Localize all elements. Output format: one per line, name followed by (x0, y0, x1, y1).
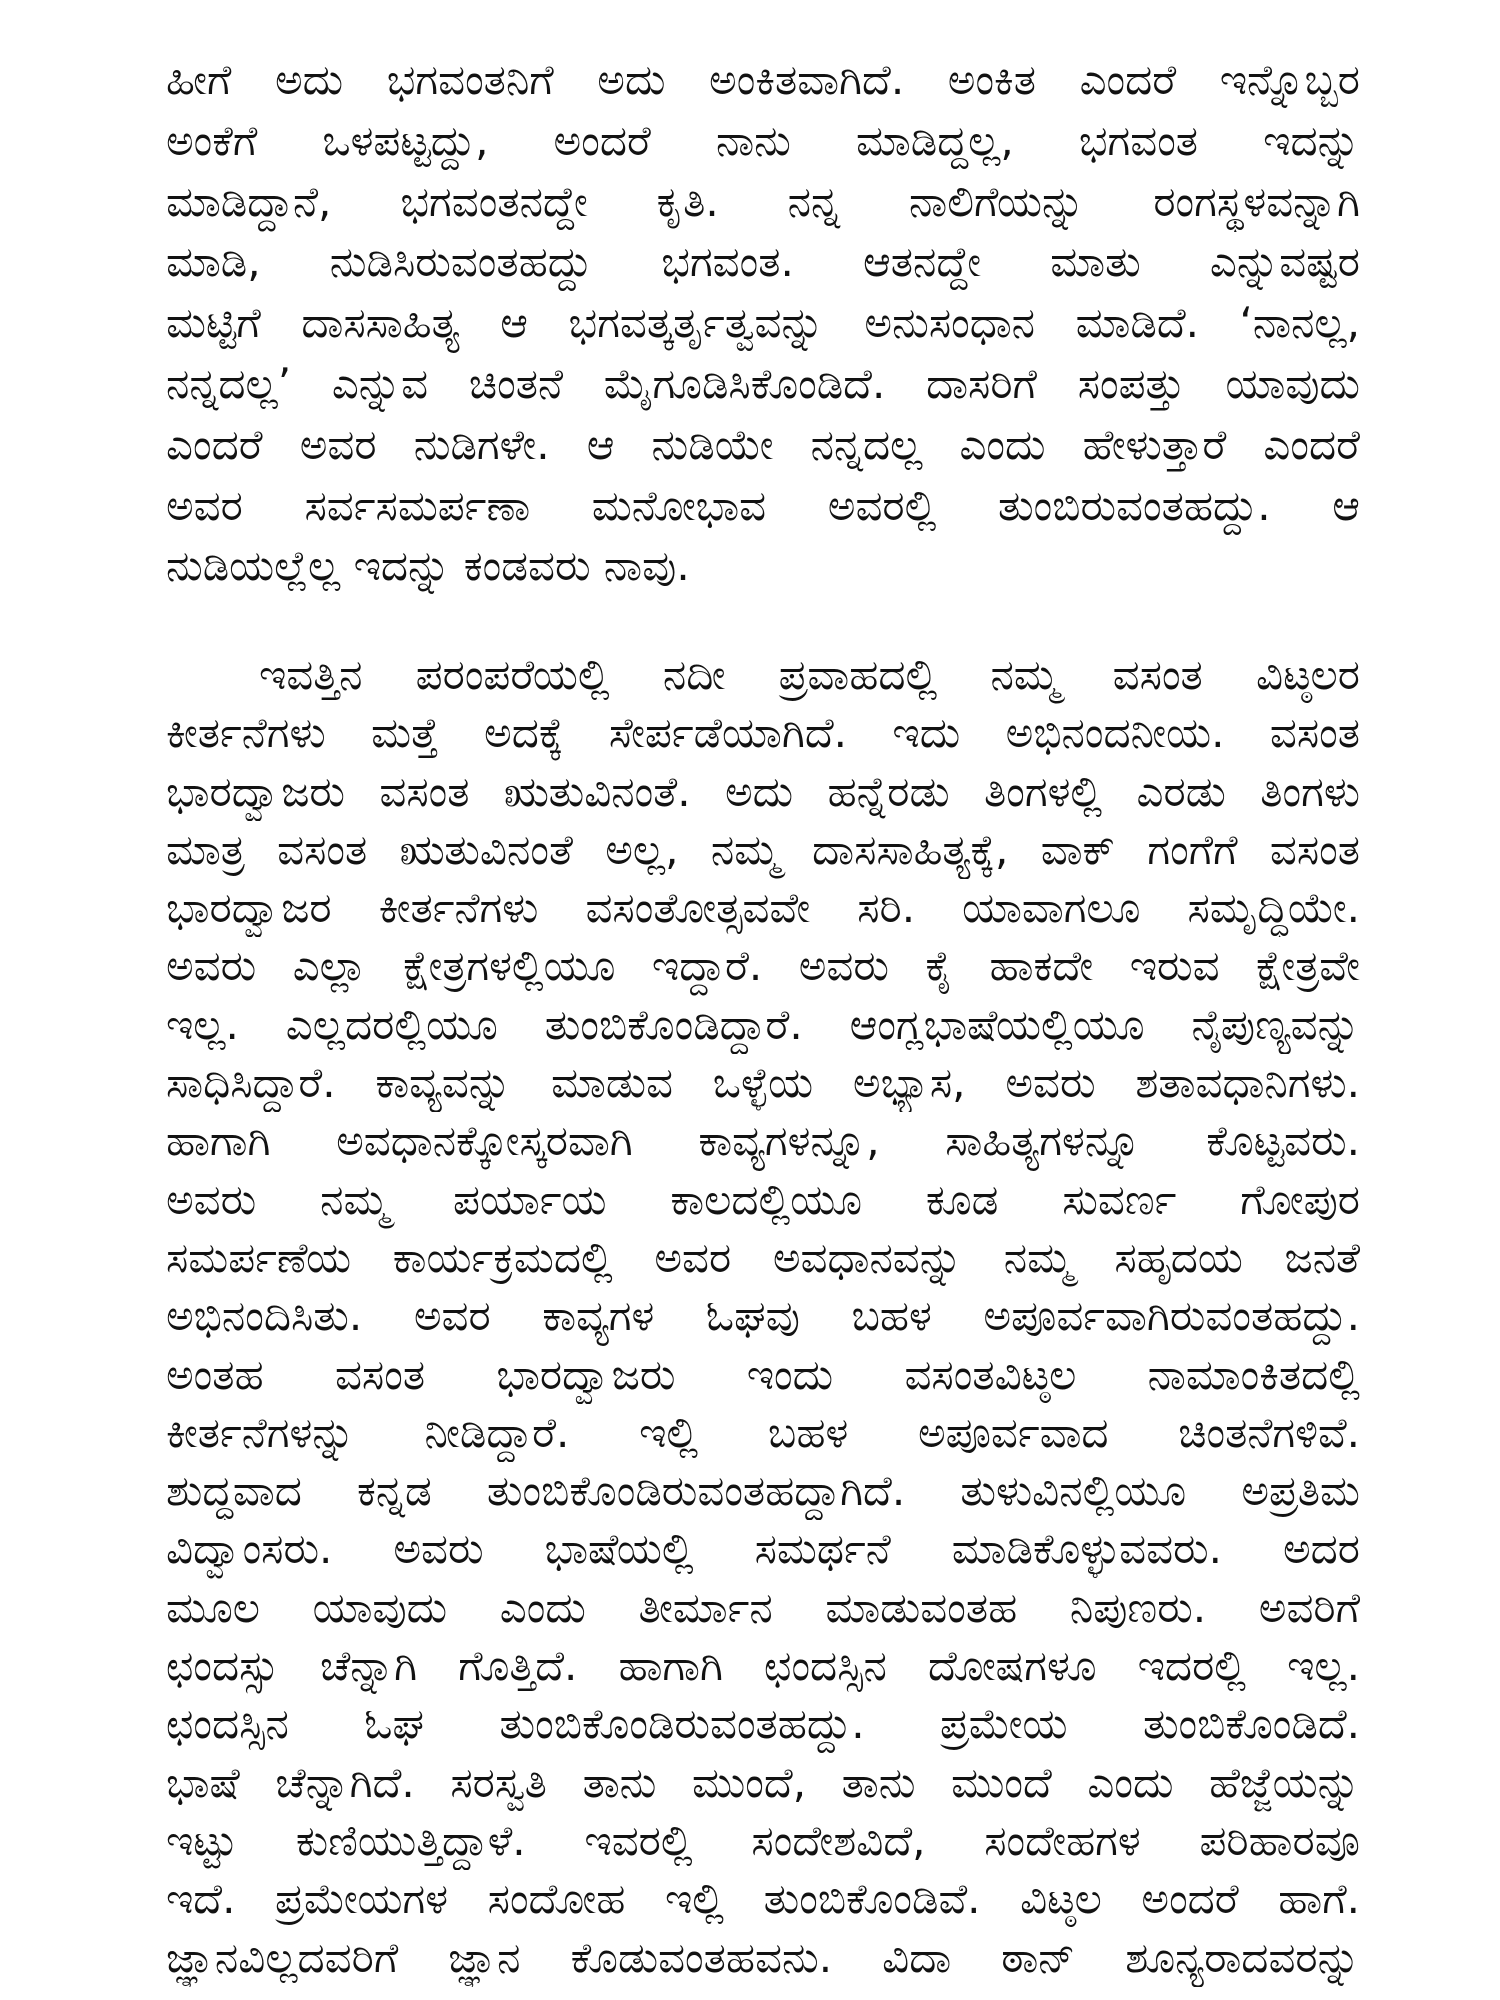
text-line: ಮೂಲ ಯಾವುದು ಎಂದು ತೀರ್ಮಾನ ಮಾಡುವಂತಹ ನಿಪುಣರು. ಅವರಿಗೆ (166, 1582, 1360, 1632)
text-line: ಕೀರ್ತನೆಗಳನ್ನು ನೀಡಿದ್ದಾರೆ. ಇಲ್ಲಿ ಬಹಳ ಅಪೂರ್ವವಾದ ಚಿಂತನೆಗಳಿವೆ. (166, 1407, 1360, 1457)
text-line: ಛಂದಸ್ಸಿನ ಓಘ ತುಂಬಿಕೊಂಡಿರುವಂತಹದ್ದು. ಪ್ರಮೇಯ ತುಂಬಿಕೊಂಡಿದೆ. (166, 1699, 1360, 1749)
text-line: ಹೀಗೆ ಅದು ಭಗವಂತನಿಗೆ ಅದು ಅಂಕಿತವಾಗಿದೆ. ಅಂಕಿತ ಎಂದರೆ ಇನ್ನೊಬ್ಬರ (166, 55, 1360, 104)
text-line: ಮಾಡಿದ್ದಾನೆ, ಭಗವಂತನದ್ದೇ ಕೃತಿ. ನನ್ನ ನಾಲಿಗೆಯನ್ನು ರಂಗಸ್ಥಳವನ್ನಾಗಿ (166, 176, 1360, 226)
text-line: ಅವರು ನಮ್ಮ ಪರ್ಯಾಯ ಕಾಲದಲ್ಲಿಯೂ ಕೂಡ ಸುವರ್ಣ ಗೋಪುರ (166, 1174, 1360, 1224)
text-line: ಜ್ಞಾನವಿಲ್ಲದವರಿಗೆ ಜ್ಞಾನ ಕೊಡುವಂತಹವನು. ವಿದಾ ಠಾನ್ ಶೂನ್ಯರಾದವರನ್ನು (166, 1932, 1360, 1982)
text-line: ಮಟ್ಟಿಗೆ ದಾಸಸಾಹಿತ್ಯ ಆ ಭಗವತ್ಕರ್ತೃತ್ವವನ್ನು ಅನುಸಂಧಾನ ಮಾಡಿದೆ. ‘ನಾನಲ್ಲ, (166, 298, 1360, 348)
text-line: ಅಂಕೆಗೆ ಒಳಪಟ್ಟದ್ದು, ಅಂದರೆ ನಾನು ಮಾಡಿದ್ದಲ್ಲ, ಭಗವಂತ ಇದನ್ನು (166, 115, 1360, 165)
text-line: ಸಮರ್ಪಣೆಯ ಕಾರ್ಯಕ್ರಮದಲ್ಲಿ ಅವರ ಅವಧಾನವನ್ನು ನಮ್ಮ ಸಹೃದಯ ಜನತೆ (166, 1232, 1360, 1282)
text-line: ಎಂದರೆ ಅವರ ನುಡಿಗಳೇ. ಆ ನುಡಿಯೇ ನನ್ನದಲ್ಲ ಎಂದು ಹೇಳುತ್ತಾರೆ ಎಂದರೆ (166, 419, 1360, 469)
text-line: ಹಾಗಾಗಿ ಅವಧಾನಕ್ಕೋಸ್ಕರವಾಗಿ ಕಾವ್ಯಗಳನ್ನೂ, ಸಾಹಿತ್ಯಗಳನ್ನೂ ಕೊಟ್ಟವರು. (166, 1116, 1360, 1166)
text-line: ಭಾರದ್ವಾಜರ ಕೀರ್ತನೆಗಳು ವಸಂತೋತ್ಸವವೇ ಸರಿ. ಯಾವಾಗಲೂ ಸಮೃದ್ಧಿಯೇ. (166, 883, 1360, 933)
text-line: ಅವರು ಎಲ್ಲಾ ಕ್ಷೇತ್ರಗಳಲ್ಲಿಯೂ ಇದ್ದಾರೆ. ಅವರು ಕೈ ಹಾಕದೇ ಇರುವ ಕ್ಷೇತ್ರವೇ (166, 941, 1360, 991)
text-line: ಕೀರ್ತನೆಗಳು ಮತ್ತೆ ಅದಕ್ಕೆ ಸೇರ್ಪಡೆಯಾಗಿದೆ. ಇದು ಅಭಿನಂದನೀಯ. ವಸಂತ (166, 708, 1360, 758)
text-line: ಶುದ್ಧವಾದ ಕನ್ನಡ ತುಂಬಿಕೊಂಡಿರುವಂತಹದ್ದಾಗಿದೆ. ತುಳುವಿನಲ್ಲಿಯೂ ಅಪ್ರತಿಮ (166, 1466, 1360, 1516)
text-line: ಮಾತ್ರ ವಸಂತ ಋತುವಿನಂತೆ ಅಲ್ಲ, ನಮ್ಮ ದಾಸಸಾಹಿತ್ಯಕ್ಕೆ, ವಾಕ್ ಗಂಗೆಗೆ ವಸಂತ (166, 824, 1360, 874)
text-line: ಛಂದಸ್ಸು ಚೆನ್ನಾಗಿ ಗೊತ್ತಿದೆ. ಹಾಗಾಗಿ ಛಂದಸ್ಸಿನ ದೋಷಗಳೂ ಇದರಲ್ಲಿ ಇಲ್ಲ. (166, 1641, 1360, 1691)
text-line: ಇಟ್ಟು ಕುಣಿಯುತ್ತಿದ್ದಾಳೆ. ಇವರಲ್ಲಿ ಸಂದೇಶವಿದೆ, ಸಂದೇಹಗಳ ಪರಿಹಾರವೂ (166, 1815, 1360, 1865)
text-line: ನನ್ನದಲ್ಲ’ ಎನ್ನುವ ಚಿಂತನೆ ಮೈಗೂಡಿಸಿಕೊಂಡಿದೆ. ದಾಸರಿಗೆ ಸಂಪತ್ತು ಯಾವುದು (166, 358, 1360, 408)
text-line: ವಿದ್ವಾಂಸರು. ಅವರು ಭಾಷೆಯಲ್ಲಿ ಸಮರ್ಥನೆ ಮಾಡಿಕೊಳ್ಳುವವರು. ಅದರ (166, 1524, 1360, 1574)
text-line: ಭಾಷೆ ಚೆನ್ನಾಗಿದೆ. ಸರಸ್ವತಿ ತಾನು ಮುಂದೆ, ತಾನು ಮುಂದೆ ಎಂದು ಹೆಜ್ಜೆಯನ್ನು (166, 1757, 1360, 1807)
text-line: ಇಲ್ಲ. ಎಲ್ಲದರಲ್ಲಿಯೂ ತುಂಬಿಕೊಂಡಿದ್ದಾರೆ. ಆಂಗ್ಲಭಾಷೆಯಲ್ಲಿಯೂ ನೈಪುಣ್ಯವನ್ನು (166, 999, 1360, 1049)
paragraph-1 (166, 50, 1360, 597)
text-line: ಅಂತಹ ವಸಂತ ಭಾರದ್ವಾಜರು ಇಂದು ವಸಂತವಿಟ್ಠಲ ನಾಮಾಂಕಿತದಲ್ಲಿ (166, 1349, 1360, 1399)
text-line: ಮಾಡಿ, ನುಡಿಸಿರುವಂತಹದ್ದು ಭಗವಂತ. ಆತನದ್ದೇ ಮಾತು ಎನ್ನುವಷ್ಟರ (166, 237, 1360, 287)
text-line: ಇವತ್ತಿನ ಪರಂಪರೆಯಲ್ಲಿ ನದೀ ಪ್ರವಾಹದಲ್ಲಿ ನಮ್ಮ ವಸಂತ ವಿಟ್ಠಲರ (259, 650, 1360, 699)
text-line: ಸಾಧಿಸಿದ್ದಾರೆ. ಕಾವ್ಯವನ್ನು ಮಾಡುವ ಒಳ್ಳೆಯ ಅಭ್ಯಾಸ, ಅವರು ಶತಾವಧಾನಿಗಳು. (166, 1058, 1360, 1108)
text-line: ಅಭಿನಂದಿಸಿತು. ಅವರ ಕಾವ್ಯಗಳ ಓಘವು ಬಹಳ ಅಪೂರ್ವವಾಗಿರುವಂತಹದ್ದು. (166, 1291, 1360, 1341)
text-line: ಭಾರದ್ವಾಜರು ವಸಂತ ಋತುವಿನಂತೆ. ಅದು ಹನ್ನೆರಡು ತಿಂಗಳಲ್ಲಿ ಎರಡು ತಿಂಗಳು (166, 766, 1360, 816)
text-line: ನುಡಿಯಲ್ಲೆಲ್ಲ ಇದನ್ನು ಕಂಡವರು ನಾವು. (166, 541, 690, 591)
text-line: ಇದೆ. ಪ್ರಮೇಯಗಳ ಸಂದೋಹ ಇಲ್ಲಿ ತುಂಬಿಕೊಂಡಿವೆ. ವಿಟ್ಠಲ ಅಂದರೆ ಹಾಗೆ. (166, 1874, 1360, 1924)
paragraph-2 (166, 646, 1360, 1987)
text-line: ಅವರ ಸರ್ವಸಮರ್ಪಣಾ ಮನೋಭಾವ ಅವರಲ್ಲಿ ತುಂಬಿರುವಂತಹದ್ದು. ಆ (166, 480, 1360, 530)
